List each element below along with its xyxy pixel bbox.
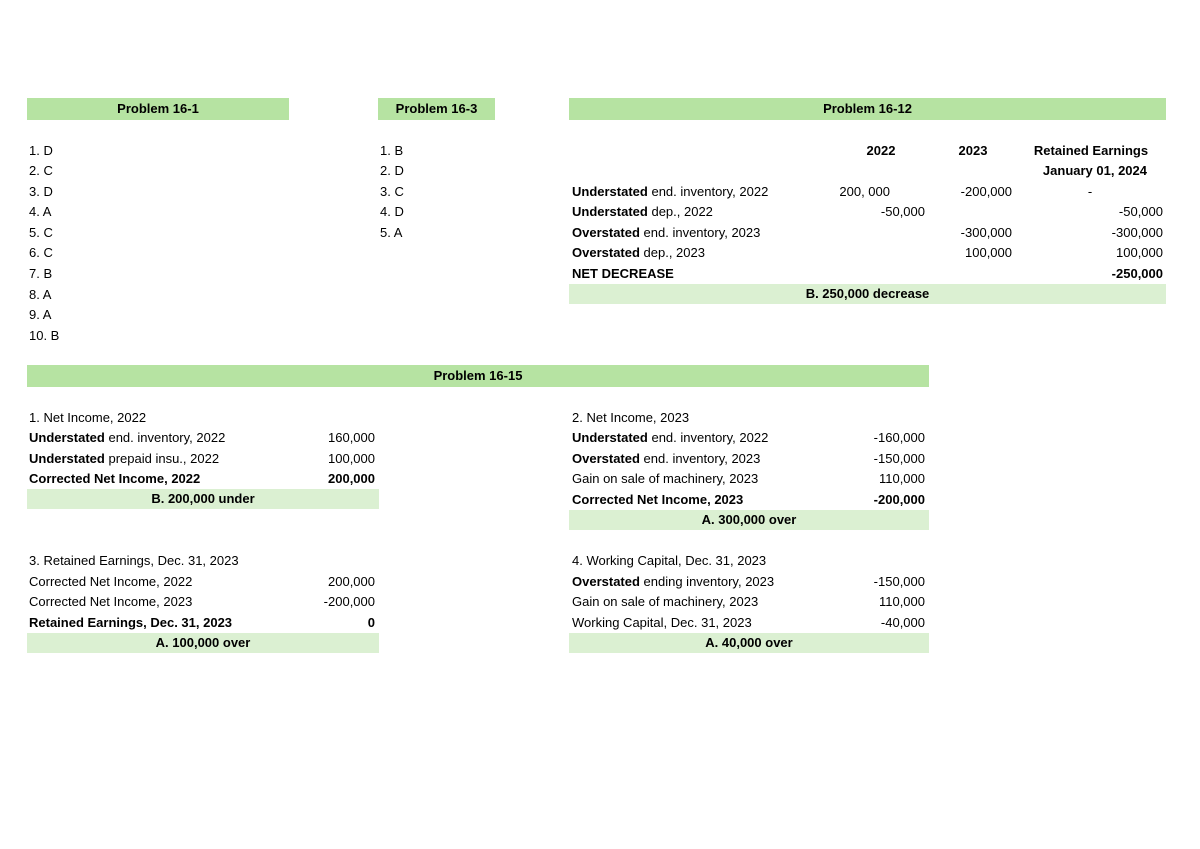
table-row-label: Understated end. inventory, 2022 <box>572 430 769 445</box>
row-value: 110,000 <box>878 594 925 609</box>
value-retained-earnings: 100,000 <box>1116 245 1163 260</box>
value-retained-earnings: - <box>1087 184 1093 199</box>
section-heading: 2. Net Income, 2023 <box>572 410 690 425</box>
section-heading: 3. Retained Earnings, Dec. 31, 2023 <box>29 553 239 568</box>
row-value: -40,000 <box>880 615 925 630</box>
answer-item: 3. C <box>380 184 404 199</box>
answer-banner: A. 40,000 over <box>569 633 929 653</box>
answer-item: 4. D <box>380 204 404 219</box>
answer-item: 7. B <box>29 266 53 281</box>
answer-item: 2. C <box>29 163 53 178</box>
table-row-label: Understated end. inventory, 2022 <box>29 430 226 445</box>
total-value: 200,000 <box>328 471 375 486</box>
problem-16-12-answer: B. 250,000 decrease <box>569 284 1166 304</box>
section-heading: 1. Net Income, 2022 <box>29 410 147 425</box>
answer-item: 3. D <box>29 184 53 199</box>
answer-item: 5. A <box>380 225 403 240</box>
table-row-label: Overstated ending inventory, 2023 <box>572 574 775 589</box>
answer-item: 5. C <box>29 225 53 240</box>
value-retained-earnings: -300,000 <box>1111 225 1163 240</box>
table-row-label: Overstated end. inventory, 2023 <box>572 225 761 240</box>
answer-item: 10. B <box>29 328 60 343</box>
row-value: -150,000 <box>873 574 925 589</box>
col-header-2023: 2023 <box>958 143 988 158</box>
answer-item: 1. B <box>380 143 404 158</box>
row-value: 200,000 <box>328 574 375 589</box>
value-retained-earnings: -50,000 <box>1118 204 1163 219</box>
answer-item: 4. A <box>29 204 52 219</box>
problem-16-12-header: Problem 16-12 <box>569 98 1166 120</box>
total-label: Corrected Net Income, 2022 <box>29 471 201 486</box>
total-value: 0 <box>367 615 375 630</box>
total-label: Corrected Net Income, 2023 <box>572 492 744 507</box>
table-row-label: Gain on sale of machinery, 2023 <box>572 594 759 609</box>
value-2023: -200,000 <box>960 184 1012 199</box>
value-2022: 200, 000 <box>839 184 890 199</box>
net-decrease-label: NET DECREASE <box>572 266 674 281</box>
value-2023: -300,000 <box>960 225 1012 240</box>
table-row-label: Understated dep., 2022 <box>572 204 713 219</box>
answer-banner: A. 300,000 over <box>569 510 929 530</box>
answer-item: 9. A <box>29 307 52 322</box>
total-label: Retained Earnings, Dec. 31, 2023 <box>29 615 233 630</box>
col-header-retained-earnings-date: January 01, 2024 <box>1042 163 1147 178</box>
problem-16-15-header: Problem 16-15 <box>27 365 929 387</box>
table-row-label: Overstated end. inventory, 2023 <box>572 451 761 466</box>
table-row-label: Understated prepaid insu., 2022 <box>29 451 220 466</box>
answer-banner: A. 100,000 over <box>27 633 379 653</box>
answer-item: 2. D <box>380 163 404 178</box>
row-value: 100,000 <box>328 451 375 466</box>
value-2023: 100,000 <box>965 245 1012 260</box>
total-value: -200,000 <box>873 492 925 507</box>
answer-banner: B. 200,000 under <box>27 489 379 509</box>
table-row-label: Understated end. inventory, 2022 <box>572 184 769 199</box>
table-row-label: Corrected Net Income, 2022 <box>29 574 193 589</box>
problem-16-1-header: Problem 16-1 <box>27 98 289 120</box>
row-value: 160,000 <box>328 430 375 445</box>
answer-item: 8. A <box>29 287 52 302</box>
row-value: -150,000 <box>873 451 925 466</box>
col-header-2022: 2022 <box>866 143 896 158</box>
row-value: -160,000 <box>873 430 925 445</box>
table-row-label: Corrected Net Income, 2023 <box>29 594 193 609</box>
section-heading: 4. Working Capital, Dec. 31, 2023 <box>572 553 767 568</box>
problem-16-3-header: Problem 16-3 <box>378 98 495 120</box>
net-decrease-value: -250,000 <box>1111 266 1163 281</box>
col-header-retained-earnings: Retained Earnings <box>1033 143 1149 158</box>
answer-item: 6. C <box>29 245 53 260</box>
row-value: -200,000 <box>323 594 375 609</box>
value-2022: -50,000 <box>880 204 925 219</box>
table-row-label: Overstated dep., 2023 <box>572 245 705 260</box>
answer-item: 1. D <box>29 143 53 158</box>
row-value: 110,000 <box>878 471 925 486</box>
table-row-label: Gain on sale of machinery, 2023 <box>572 471 759 486</box>
table-row-label: Working Capital, Dec. 31, 2023 <box>572 615 752 630</box>
